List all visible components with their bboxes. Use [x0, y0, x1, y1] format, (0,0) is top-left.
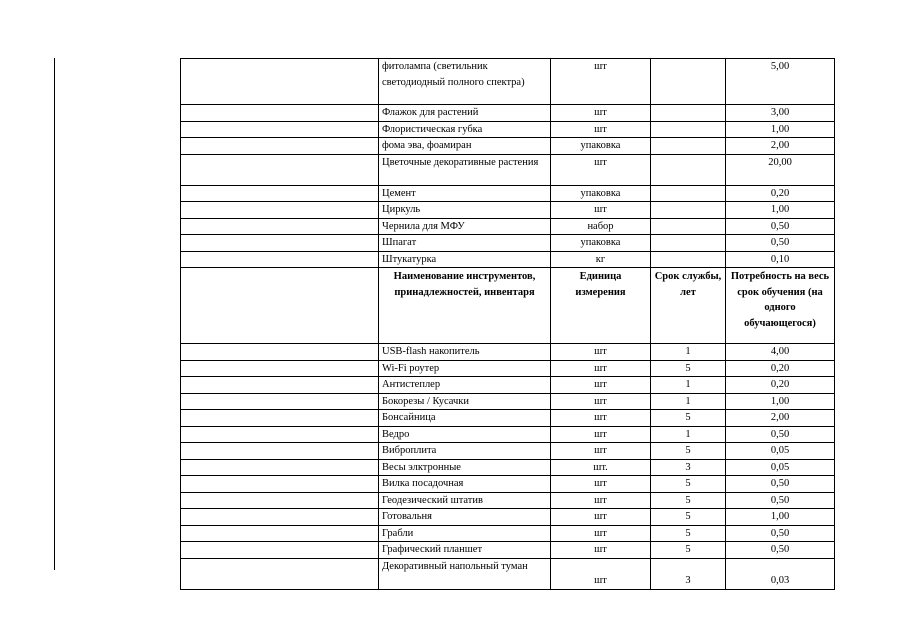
item-service-life: 5 [651, 410, 726, 427]
item-unit: шт [551, 154, 651, 185]
item-name: Декоративный напольный туман [379, 558, 551, 589]
item-name: Wi-Fi роутер [379, 360, 551, 377]
row-spacer-cell [181, 251, 379, 268]
item-unit: шт. [551, 459, 651, 476]
table-row [181, 509, 835, 526]
item-requirement: 0,50 [726, 525, 835, 542]
table-row [181, 235, 835, 252]
item-unit: шт [551, 59, 651, 105]
table-row [181, 138, 835, 155]
item-unit: шт [551, 542, 651, 559]
item-unit: шт [551, 121, 651, 138]
item-requirement: 0,50 [726, 235, 835, 252]
header-service-life: Срок службы, лет [651, 268, 726, 344]
item-unit: шт [551, 426, 651, 443]
materials-table [180, 58, 835, 590]
item-requirement: 4,00 [726, 344, 835, 361]
item-requirement: 0,50 [726, 426, 835, 443]
table-row [181, 121, 835, 138]
item-unit: шт [551, 525, 651, 542]
item-name: Шпагат [379, 235, 551, 252]
item-service-life: 3 [651, 558, 726, 589]
item-requirement: 20,00 [726, 154, 835, 185]
item-service-life: 5 [651, 525, 726, 542]
table-row [181, 542, 835, 559]
table-row [181, 154, 835, 185]
row-spacer-cell [181, 459, 379, 476]
row-spacer-cell [181, 426, 379, 443]
item-requirement: 0,50 [726, 476, 835, 493]
item-name: фома эва, фоамиран [379, 138, 551, 155]
table-row [181, 476, 835, 493]
item-service-life: 5 [651, 443, 726, 460]
item-service-life [651, 202, 726, 219]
item-unit: набор [551, 218, 651, 235]
table-row [181, 251, 835, 268]
row-spacer-cell [181, 138, 379, 155]
item-unit: шт [551, 443, 651, 460]
item-requirement: 0,03 [726, 558, 835, 589]
item-service-life: 5 [651, 509, 726, 526]
table-row [181, 410, 835, 427]
row-spacer-cell [181, 202, 379, 219]
item-requirement: 0,10 [726, 251, 835, 268]
item-requirement: 5,00 [726, 59, 835, 105]
header-name: Наименование инструментов, принадлежностей, инвентаря [379, 268, 551, 344]
item-requirement: 0,50 [726, 542, 835, 559]
table-row [181, 202, 835, 219]
item-service-life: 5 [651, 492, 726, 509]
item-service-life: 3 [651, 459, 726, 476]
row-spacer-cell [181, 492, 379, 509]
table-row [181, 377, 835, 394]
item-unit: шт [551, 105, 651, 122]
row-spacer-cell [181, 509, 379, 526]
item-name: Графический планшет [379, 542, 551, 559]
item-requirement: 3,00 [726, 105, 835, 122]
item-requirement: 0,50 [726, 492, 835, 509]
item-unit: шт [551, 393, 651, 410]
item-name: Готовальня [379, 509, 551, 526]
row-spacer-cell [181, 185, 379, 202]
item-name: Виброплита [379, 443, 551, 460]
item-unit: шт [551, 509, 651, 526]
item-service-life [651, 105, 726, 122]
item-name: Флажок для растений [379, 105, 551, 122]
item-name: USB-flash накопитель [379, 344, 551, 361]
item-name: Флористическая губка [379, 121, 551, 138]
item-service-life [651, 154, 726, 185]
item-name: Весы элктронные [379, 459, 551, 476]
table-header-row [181, 268, 835, 344]
item-name: Циркуль [379, 202, 551, 219]
table-row [181, 344, 835, 361]
row-spacer-cell [181, 542, 379, 559]
item-unit: шт [551, 492, 651, 509]
item-name: Вилка посадочная [379, 476, 551, 493]
item-requirement: 0,50 [726, 218, 835, 235]
row-spacer-cell [181, 154, 379, 185]
item-name: Цемент [379, 185, 551, 202]
item-name: Чернила для МФУ [379, 218, 551, 235]
item-requirement: 0,05 [726, 459, 835, 476]
table-row [181, 105, 835, 122]
row-spacer-cell [181, 525, 379, 542]
item-name: Цветочные декоративные растения [379, 154, 551, 185]
table-row [181, 426, 835, 443]
item-service-life [651, 251, 726, 268]
header-unit: Единица измерения [551, 268, 651, 344]
item-service-life: 1 [651, 393, 726, 410]
table-row [181, 185, 835, 202]
item-name: Штукатурка [379, 251, 551, 268]
item-requirement: 1,00 [726, 121, 835, 138]
row-spacer-cell [181, 121, 379, 138]
row-spacer-cell [181, 410, 379, 427]
item-unit: упаковка [551, 235, 651, 252]
row-spacer-cell [181, 393, 379, 410]
item-service-life: 5 [651, 542, 726, 559]
item-unit: упаковка [551, 138, 651, 155]
item-unit: шт [551, 344, 651, 361]
item-requirement: 1,00 [726, 509, 835, 526]
item-unit: шт [551, 558, 651, 589]
item-name: Бокорезы / Кусачки [379, 393, 551, 410]
row-spacer-cell [181, 235, 379, 252]
table-row [181, 443, 835, 460]
item-requirement: 2,00 [726, 410, 835, 427]
item-requirement: 0,20 [726, 377, 835, 394]
row-spacer-cell [181, 59, 379, 105]
item-name: Геодезический штатив [379, 492, 551, 509]
item-service-life [651, 218, 726, 235]
item-unit: шт [551, 410, 651, 427]
item-name: Антистеплер [379, 377, 551, 394]
item-requirement: 0,20 [726, 185, 835, 202]
item-requirement: 2,00 [726, 138, 835, 155]
item-requirement: 0,05 [726, 443, 835, 460]
item-service-life [651, 121, 726, 138]
item-unit: шт [551, 360, 651, 377]
item-unit: шт [551, 377, 651, 394]
item-unit: шт [551, 476, 651, 493]
table-row [181, 459, 835, 476]
item-service-life: 5 [651, 476, 726, 493]
item-unit: кг [551, 251, 651, 268]
item-service-life [651, 138, 726, 155]
item-unit: упаковка [551, 185, 651, 202]
item-name: Бонсайница [379, 410, 551, 427]
item-name: фитолампа (светильник светодиодный полного спектра) [379, 59, 551, 105]
item-service-life: 1 [651, 377, 726, 394]
table-row [181, 558, 835, 589]
table-row [181, 360, 835, 377]
table-row [181, 492, 835, 509]
page-margin-line [54, 58, 55, 570]
row-spacer-cell [181, 218, 379, 235]
item-name: Ведро [379, 426, 551, 443]
table-row [181, 393, 835, 410]
row-spacer-cell [181, 344, 379, 361]
item-service-life: 1 [651, 344, 726, 361]
item-service-life [651, 185, 726, 202]
item-name: Грабли [379, 525, 551, 542]
row-spacer-cell [181, 360, 379, 377]
row-spacer-cell [181, 268, 379, 344]
item-requirement: 0,20 [726, 360, 835, 377]
row-spacer-cell [181, 443, 379, 460]
item-service-life [651, 59, 726, 105]
item-requirement: 1,00 [726, 393, 835, 410]
item-service-life [651, 235, 726, 252]
header-requirement: Потребность на весь срок обучения (на одного обучающегося) [726, 268, 835, 344]
row-spacer-cell [181, 377, 379, 394]
row-spacer-cell [181, 105, 379, 122]
item-unit: шт [551, 202, 651, 219]
item-requirement: 1,00 [726, 202, 835, 219]
row-spacer-cell [181, 476, 379, 493]
table-row [181, 59, 835, 105]
table-row [181, 525, 835, 542]
row-spacer-cell [181, 558, 379, 589]
table-row [181, 218, 835, 235]
item-service-life: 5 [651, 360, 726, 377]
item-service-life: 1 [651, 426, 726, 443]
